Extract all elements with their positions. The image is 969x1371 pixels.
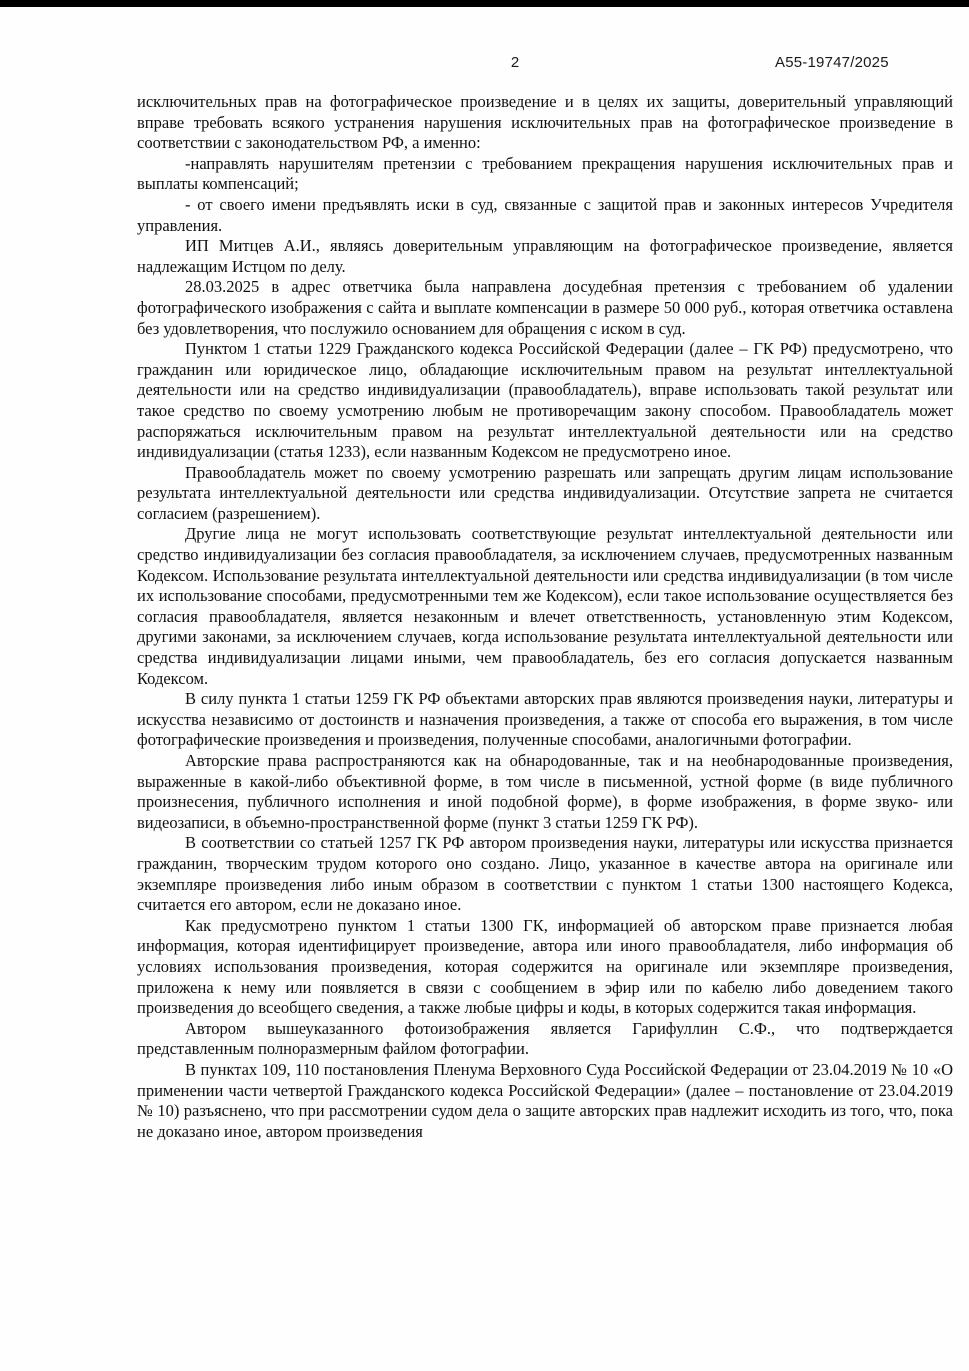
body-paragraph: Автором вышеуказанного фотоизображения является Гарифуллин С.Ф., что подтверждается представленным полноразмерным файлом фотографии. xyxy=(137,1018,953,1059)
body-paragraph: Правообладатель может по своему усмотрению разрешать или запрещать другим лицам использование результата интеллектуальной деятельности или средства индивидуализации. Отсутствие запрета не считается согласием (разрешением). xyxy=(137,462,953,523)
scan-edge-bar xyxy=(0,0,969,7)
body-paragraph: -направлять нарушителям претензии с требованием прекращения нарушения исключительных прав и выплаты компенсаций; xyxy=(137,153,953,194)
body-paragraph: ИП Митцев А.И., являясь доверительным управляющим на фотографическое произведение, является надлежащим Истцом по делу. xyxy=(137,236,953,276)
body-paragraph: 28.03.2025 в адрес ответчика была направлена досудебная претензия с требованием об удалении фотографического изображения с сайта и выплате компенсации в размере 50 000 руб., которая ответчика оставлена без удовлетворения, что послужило основанием для обращения с иском в суд. xyxy=(137,277,953,338)
page-number: 2 xyxy=(510,54,520,71)
body-paragraph: В соответствии со статьей 1257 ГК РФ автором произведения науки, литературы или искусства признается гражданин, творческим трудом которого оно создано. Лицо, указанное в качестве автора на оригинале или экземпляре произведения либо иным образом в соответствии с пунктом 1 статьи 1300 настоящего Кодекса, считается его автором, если не доказано иное. xyxy=(137,833,953,915)
case-number: А55-19747/2025 xyxy=(775,54,889,71)
body-paragraph: Авторские права распространяются как на обнародованные, так и на необнародованные произведения, выраженные в какой-либо объективной форме, в том числе в письменной, устной форме (в виде публичного произнесения, публичного исполнения и иной подобной форме), в форме изображения, в форме звуко- или видеозаписи, в объемно-пространственной форме (пункт 3 статьи 1259 ГК РФ). xyxy=(137,751,953,832)
body-paragraph: исключительных прав на фотографическое произведение и в целях их защиты, доверительный управляющий вправе требовать всякого устранения нарушения исключительных прав на фотографическое произведение в соответствии с законодательством РФ, а именно: xyxy=(137,92,953,153)
document-body xyxy=(137,92,953,1142)
body-paragraph: Как предусмотрено пунктом 1 статьи 1300 ГК, информацией об авторском праве признается любая информация, которая идентифицирует произведение, автора или иного правообладателя, либо информация об условиях использования произведения, которая содержится на оригинале или экземпляре произведения, приложена к нему или появляется в связи с сообщением в эфир или по кабелю либо доведением такого произведения до всеобщего сведения, а также любые цифры и коды, в которых содержится такая информация. xyxy=(137,915,953,1018)
body-paragraph: Пунктом 1 статьи 1229 Гражданского кодекса Российской Федерации (далее – ГК РФ) предусмотрено, что гражданин или юридическое лицо, обладающие исключительным правом на результат интеллектуальной деятельности или на средство индивидуализации (правообладатель), вправе использовать такой результат или такое средство по своему усмотрению любым не противоречащим закону способом. Правообладатель может распоряжаться исключительным правом на результат интеллектуальной деятельности или на средство индивидуализации (статья 1233), если названным Кодексом не предусмотрено иное. xyxy=(137,339,953,462)
body-paragraph: Другие лица не могут использовать соответствующие результат интеллектуальной деятельности или средство индивидуализации без согласия правообладателя, за исключением случаев, предусмотренных названным Кодексом. Использование результата интеллектуальной деятельности или средства индивидуализации (в том числе их использование способами, предусмотренными тем же Кодексом), если такое использование осуществляется без согласия правообладателя, является незаконным и влечет ответственность, установленную этим Кодексом, другими законами, за исключением случаев, когда использование результата интеллектуальной деятельности или средства индивидуализации лицами иными, чем правообладатель, без его согласия допускается названным Кодексом. xyxy=(137,524,953,688)
body-paragraph: В силу пункта 1 статьи 1259 ГК РФ объектами авторских прав являются произведения науки, литературы и искусства независимо от достоинств и назначения произведения, а также от способа его выражения, в том числе фотографические произведения и произведения, полученные способами, аналогичными фотографии. xyxy=(137,689,953,750)
body-paragraph: В пунктах 109, 110 постановления Пленума Верховного Суда Российской Федерации от 23.04.2019 № 10 «О применении части четвертой Гражданского кодекса Российской Федерации» (далее – постановление от 23.04.2019 № 10) разъяснено, что при рассмотрении судом дела о защите авторских прав надлежит исходить из того, что, пока не доказано иное, автором произведения xyxy=(137,1059,953,1141)
body-paragraph: - от своего имени предъявлять иски в суд, связанные с защитой прав и законных интересов Учредителя управления. xyxy=(137,194,953,235)
